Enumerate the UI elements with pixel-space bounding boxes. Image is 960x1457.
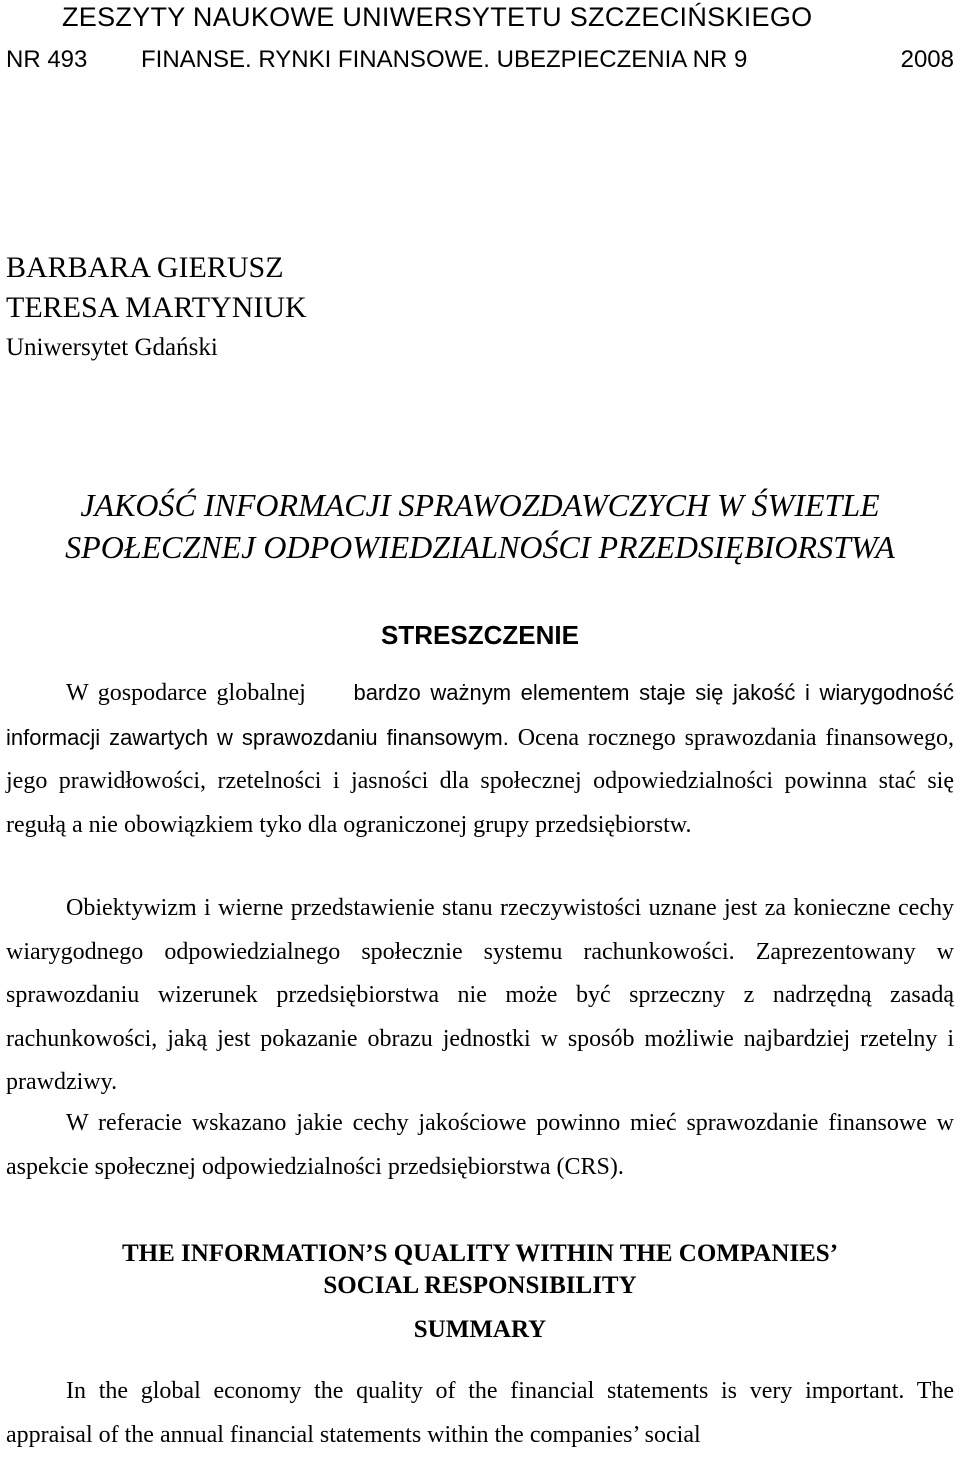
paper-title-en — [0, 1238, 960, 1302]
paper-title-pl — [0, 484, 960, 568]
author-name: BARBARA GIERUSZ — [6, 251, 284, 284]
paper-title-line: THE INFORMATION’S QUALITY WITHIN THE COMPANIES’ — [121, 1240, 839, 1267]
abstract-paragraph — [6, 671, 954, 847]
summary-heading: SUMMARY — [413, 1316, 547, 1343]
journal-issue-line — [6, 46, 954, 74]
abstract-text: bardzo ważnym elementem staje się jakość i wiarygodność informacji zawartych w sprawozdaniu finansowym. — [6, 680, 954, 750]
abstract-paragraph: Obiektywizm i wierne przedstawienie stanu rzeczywistości uznane jest za konieczne cechy wiarygodnego odpowiedzialnego społecznie systemu rachunkowości. Zaprezentowany w sprawozdaniu wizerunek przedsiębiorstwa nie może być sprzeczny z nadrzędną zasadą rachunkowości, jaką jest pokazanie obrazu jednostki w sposób możliwie najbardziej rzetelny i prawdziwy. — [6, 895, 954, 1095]
journal-series: FINANSE. RYNKI FINANSOWE. UBEZPIECZENIA NR 9 — [141, 46, 748, 73]
journal-title: ZESZYTY NAUKOWE UNIWERSYTETU SZCZECIŃSKIEGO — [62, 2, 813, 32]
abstract-paragraph: W referacie wskazano jakie cechy jakościowe powinno mieć sprawozdanie finansowe w aspekcie społecznej odpowiedzialności przedsiębiorstwa (CRS). — [6, 1110, 954, 1180]
journal-year: 2008 — [900, 46, 954, 73]
journal-number: NR 493 — [6, 46, 88, 73]
abstract-text: Ocena rocznego sprawozdania finansowego, jego prawidłowości, rzetelności i jasności dla społecznej odpowiedzialności powinna stać się regułą a nie obowiązkiem tyko dla ograniczonej grupy przedsiębiorstw. — [6, 724, 954, 838]
summary-paragraph: In the global economy the quality of the financial statements is very important. The appraisal of the annual financial statements within the companies’ social — [6, 1378, 954, 1448]
paper-title-line: SPOŁECZNEJ ODPOWIEDZIALNOŚCI PRZEDSIĘBIORSTWA — [65, 529, 895, 565]
paper-title-line: SOCIAL RESPONSIBILITY — [323, 1272, 637, 1299]
author-name: TERESA MARTYNIUK — [6, 291, 307, 324]
abstract-text: W gospodarce globalnej — [66, 680, 306, 706]
abstract-heading-pl: STRESZCZENIE — [381, 620, 579, 650]
paper-title-line: JAKOŚĆ INFORMACJI SPRAWOZDAWCZYCH W ŚWIETLE — [80, 487, 880, 523]
author-affiliation: Uniwersytet Gdański — [6, 334, 218, 361]
author-block — [6, 248, 307, 368]
